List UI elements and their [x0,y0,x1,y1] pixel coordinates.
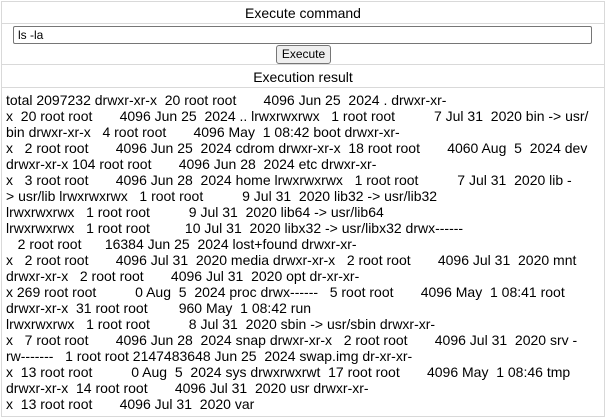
result-divider [1,87,605,88]
result-line: x 3 root root 4096 Jun 28 2024 home lrwxrwxrwx 1 root root 7 Jul 31 2020 lib - [6,172,572,188]
execution-result-header: Execution result [253,69,353,85]
execute-button[interactable]: Execute [276,45,331,64]
result-line: bin drwxr-xr-x 4 root root 4096 May 1 08:42 boot drwxr-xr- [6,124,400,140]
result-line: x 13 root root 4096 Jul 31 2020 var [6,396,255,412]
execution-result-output [6,92,598,412]
result-line: drwxr-xr-x 2 root root 4096 Jul 31 2020 opt dr-xr-xr- [6,268,360,284]
command-input[interactable] [13,26,592,44]
result-line: x 20 root root 4096 Jun 25 2024 .. lrwxrwxrwx 1 root root 7 Jul 31 2020 bin -> usr/ [6,108,589,124]
result-line: rw------- 1 root root 2147483648 Jun 25 2024 swap.img dr-xr-xr- [6,348,413,364]
result-line: 2 root root 16384 Jun 25 2024 lost+found drwxr-xr- [6,236,357,252]
result-line: lrwxrwxrwx 1 root root 10 Jul 31 2020 libx32 -> usr/libx32 drwx------ [6,220,464,236]
result-line: x 7 root root 4096 Jun 28 2024 snap drwxr-xr-x 2 root root 4096 Jul 31 2020 srv - [6,332,578,348]
result-line: > usr/lib lrwxrwxrwx 1 root root 9 Jul 31 2020 lib32 -> usr/lib32 [6,188,438,204]
header-divider [1,23,605,24]
result-line: x 2 root root 4096 Jul 31 2020 media drwxr-xr-x 2 root root 4096 Jul 31 2020 mnt [6,252,577,268]
result-line: total 2097232 drwxr-xr-x 20 root root 4096 Jun 25 2024 . drwxr-xr- [6,92,447,108]
execute-command-header: Execute command [245,5,361,21]
result-line: x 269 root root 0 Aug 5 2024 proc drwx------ 5 root root 4096 May 1 08:41 root [6,284,565,300]
result-line: x 2 root root 4096 Jun 25 2024 cdrom drwxr-xr-x 18 root root 4060 Aug 5 2024 dev [6,140,588,156]
result-line: x 13 root root 0 Aug 5 2024 sys drwxrwxrwt 17 root root 4096 May 1 08:46 tmp [6,364,571,380]
result-line: lrwxrwxrwx 1 root root 9 Jul 31 2020 lib64 -> usr/lib64 [6,204,384,220]
section-divider [1,64,605,65]
result-line: drwxr-xr-x 14 root root 4096 Jul 31 2020 usr drwxr-xr- [6,380,369,396]
result-line: drwxr-xr-x 104 root root 4096 Jun 28 2024 etc drwxr-xr- [6,156,377,172]
result-line: drwxr-xr-x 31 root root 960 May 1 08:42 run [6,300,312,316]
result-line: lrwxrwxrwx 1 root root 8 Jul 31 2020 sbin -> usr/sbin drwxr-xr- [6,316,436,332]
